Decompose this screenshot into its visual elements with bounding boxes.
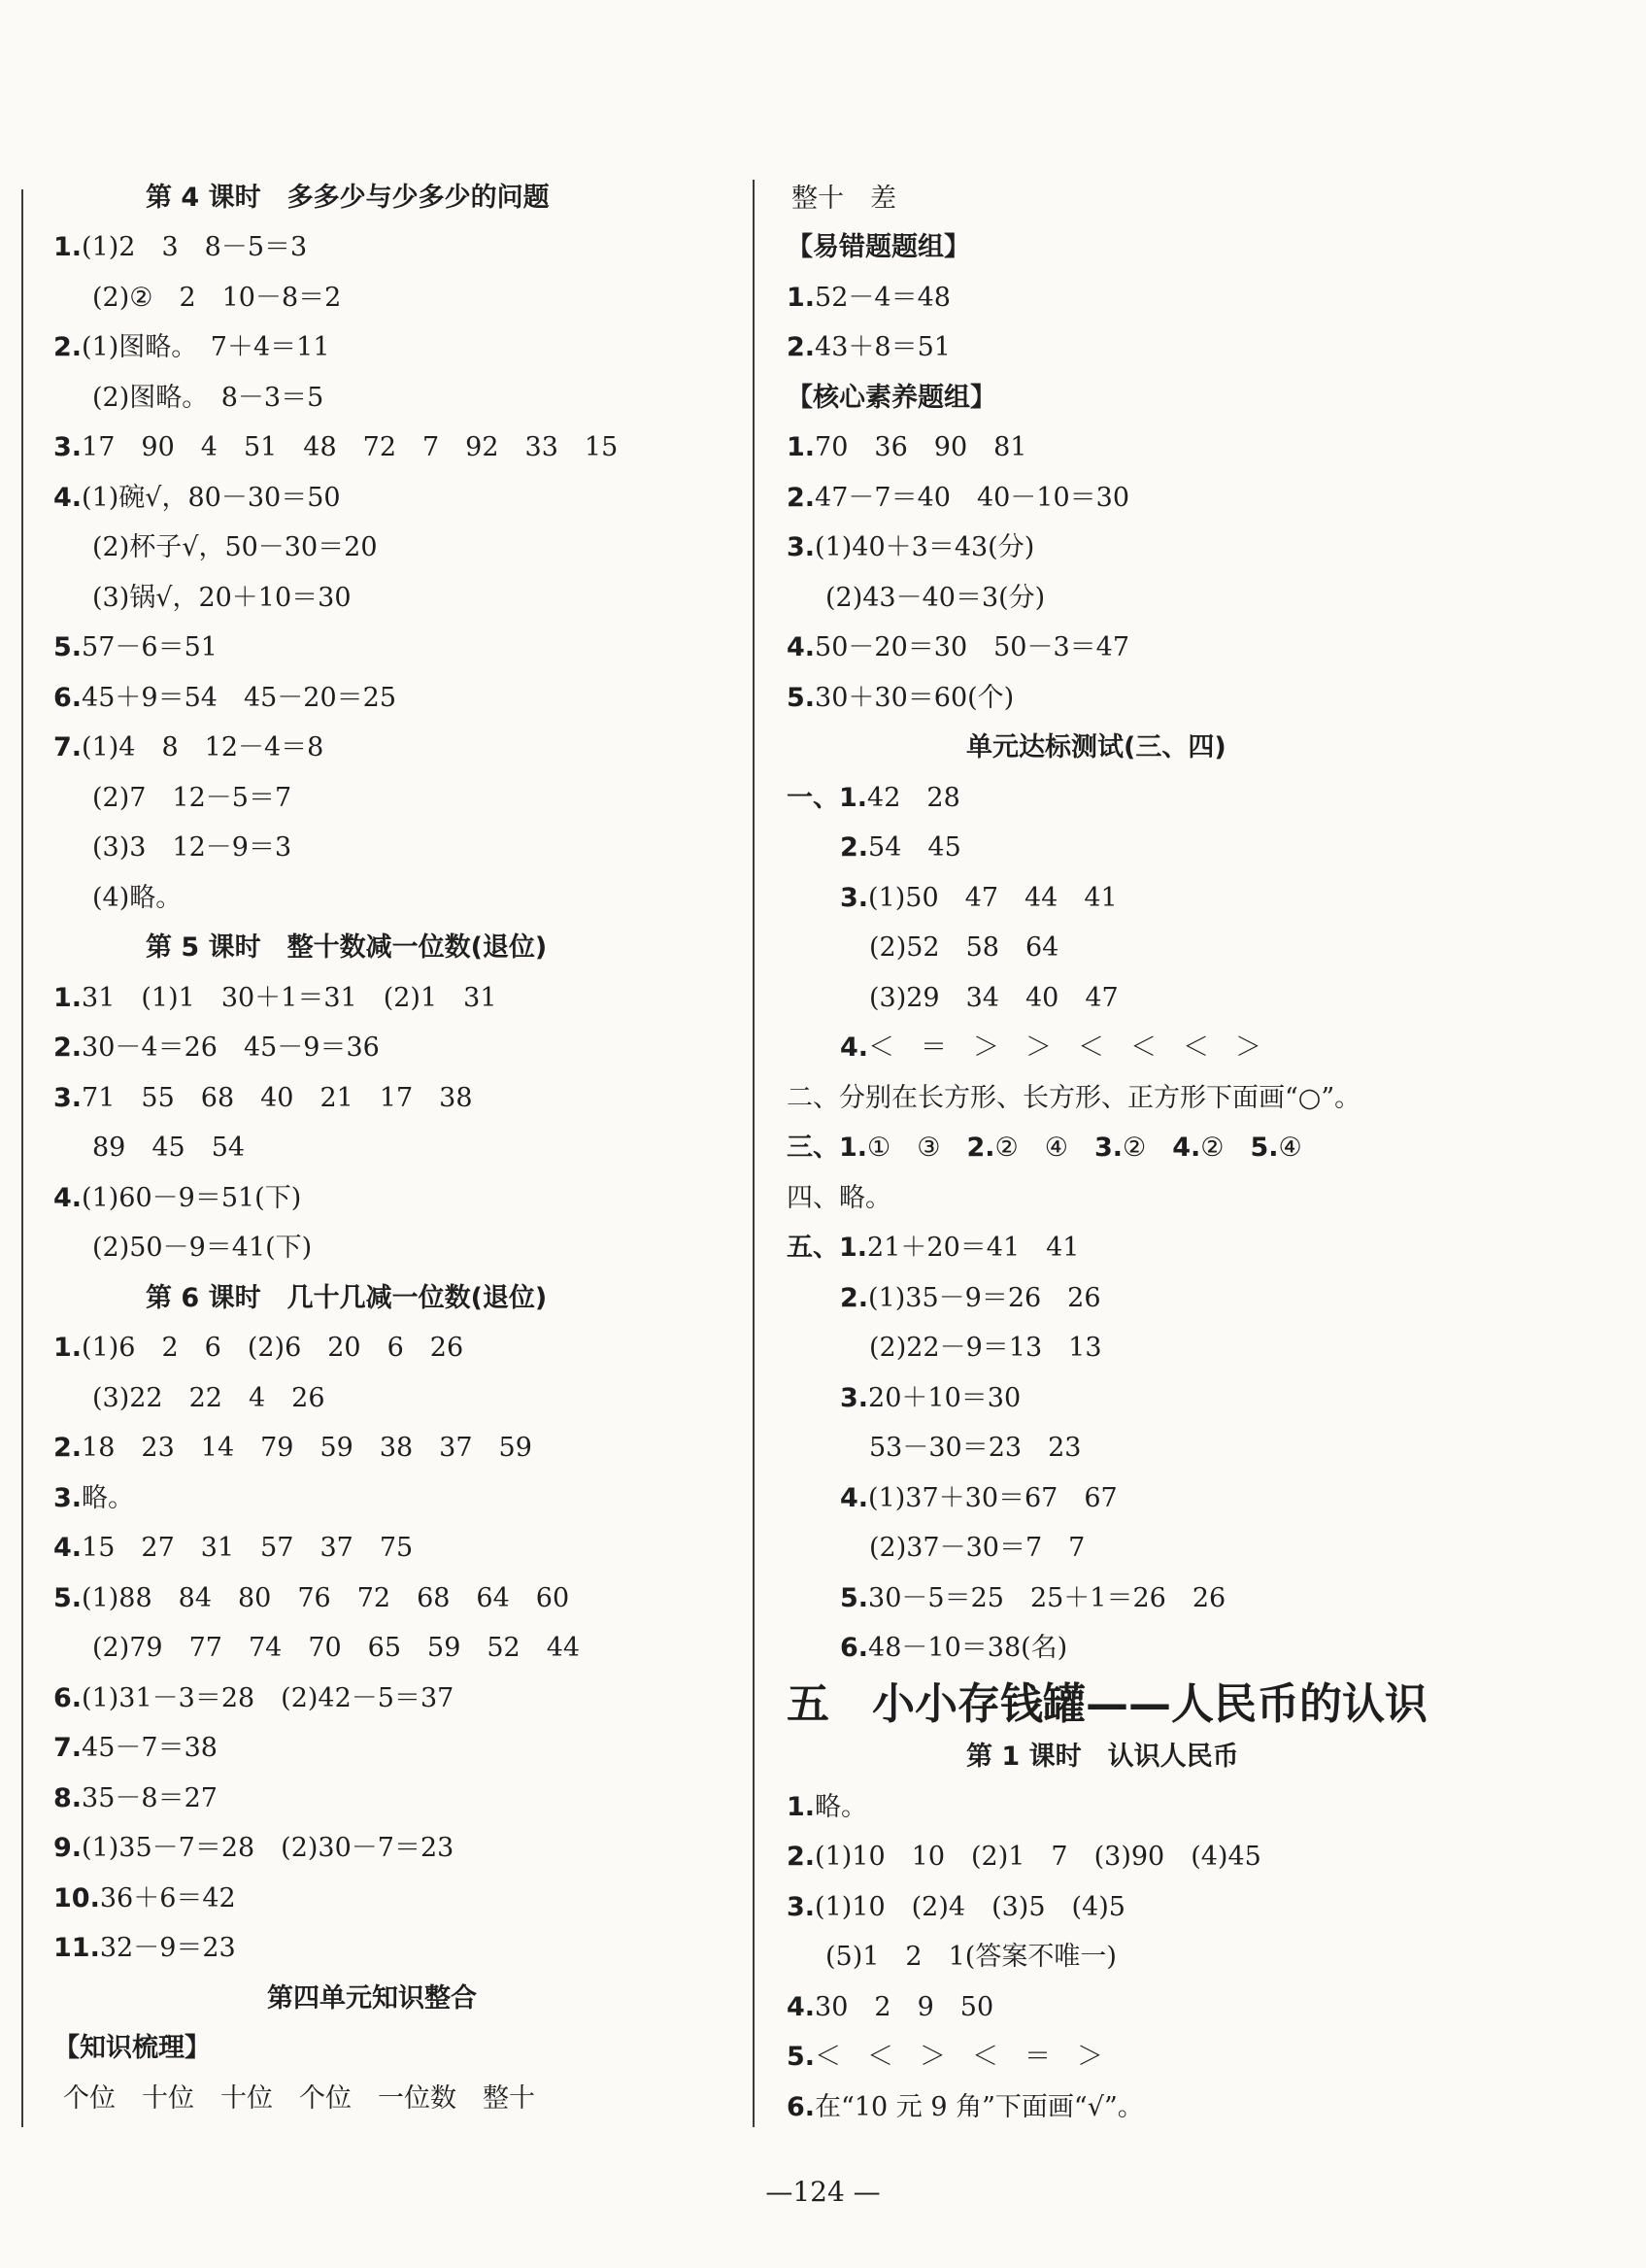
answer-line: 2.30－4＝26 45－9＝36 [53, 1032, 380, 1063]
answer-line: (2)7 12－5＝7 [92, 783, 292, 813]
answer-line: 1.(1)6 2 6 (2)6 20 6 26 [53, 1333, 464, 1363]
answer-line: 6.45＋9＝54 45－20＝25 [53, 683, 397, 713]
right-column [787, 175, 1593, 2137]
answer-line: 3.20＋10＝30 [840, 1383, 1022, 1413]
answer-line: 9.(1)35－7＝28 (2)30－7＝23 [53, 1833, 454, 1863]
answer-line: 5.57－6＝51 [53, 632, 218, 662]
answer-line: (2)43－40＝3(分) [825, 583, 1046, 613]
answer-line: (2)杯子√，50－30＝20 [92, 532, 378, 562]
answer-line: 2.(1)图略。 7＋4＝11 [53, 332, 330, 362]
answer-line: 7.(1)4 8 12－4＝8 [53, 732, 324, 762]
answer-line: (2)22－9＝13 13 [869, 1333, 1102, 1363]
answer-line: (3)22 22 4 26 [92, 1383, 325, 1413]
answer-line: 6.48－10＝38(名) [840, 1633, 1068, 1663]
answer-line: 11.32－9＝23 [53, 1933, 236, 1963]
answer-line: 整十 差 [791, 184, 896, 214]
lesson-5-heading: 第 5 课时 整十数减一位数(退位) [146, 932, 548, 963]
lesson-4-heading: 第 4 课时 多多少与少多少的问题 [146, 183, 550, 213]
answer-line: 1.52－4＝48 [787, 283, 951, 313]
answer-line: (2)37－30＝7 7 [869, 1533, 1086, 1563]
answer-line: 3.(1)50 47 44 41 [840, 883, 1118, 913]
answer-line: 5.＜ ＜ ＞ ＜ ＝ ＞ [787, 2042, 1104, 2072]
answer-line: 1.31 (1)1 30＋1＝31 (2)1 31 [53, 983, 497, 1013]
error-prone-group-label: 【易错题题组】 [787, 232, 970, 262]
answer-line: (2)② 2 10－8＝2 [92, 283, 342, 313]
answer-line: 8.35－8＝27 [53, 1783, 218, 1813]
answer-line: 3.(1)10 (2)4 (3)5 (4)5 [787, 1892, 1125, 1922]
answer-line: 5.30＋30＝60(个) [787, 683, 1015, 713]
left-column [53, 175, 733, 2137]
answer-line: 2.54 45 [840, 832, 961, 863]
unit-test-heading: 单元达标测试(三、四) [966, 732, 1226, 762]
answer-line: (3)29 34 40 47 [869, 983, 1119, 1013]
answer-line: 89 45 54 [92, 1133, 246, 1163]
unit-4-summary-heading: 第四单元知识整合 [267, 1983, 477, 2014]
lesson-1-heading: 第 1 课时 认识人民币 [966, 1742, 1239, 1772]
answer-line: 3.17 90 4 51 48 72 7 92 33 15 [53, 432, 619, 462]
answer-line: 2.47－7＝40 40－10＝30 [787, 483, 1130, 513]
answer-line: 4.＜ ＝ ＞ ＞ ＜ ＜ ＜ ＞ [840, 1032, 1262, 1063]
answer-line: 1.70 36 90 81 [787, 432, 1027, 462]
answer-line: (4)略。 [92, 883, 183, 913]
answer-line: 1.略。 [787, 1792, 868, 1822]
answer-line: 53－30＝23 23 [869, 1433, 1082, 1463]
answer-line: 五、1.21＋20＝41 41 [787, 1233, 1080, 1263]
core-literacy-group-label: 【核心素养题组】 [787, 383, 996, 413]
answer-line: 4.(1)碗√，80－30＝50 [53, 483, 341, 513]
answer-line: (3)锅√，20＋10＝30 [92, 583, 352, 613]
page-number: —124 — [765, 2176, 881, 2208]
answer-line: 个位 十位 十位 个位 一位数 整十 [63, 2083, 535, 2114]
answer-line: 10.36＋6＝42 [53, 1883, 236, 1913]
answer-line: 二、分别在长方形、长方形、正方形下面画“○”。 [787, 1083, 1361, 1113]
answer-line: 4.30 2 9 50 [787, 1992, 994, 2022]
answer-line: 6.在“10 元 9 角”下面画“√”。 [787, 2092, 1144, 2122]
answer-line: (5)1 2 1(答案不唯一) [825, 1942, 1117, 1972]
answer-line: 2.43＋8＝51 [787, 332, 951, 362]
answer-line: (2)52 58 64 [869, 932, 1059, 963]
answer-line: (3)3 12－9＝3 [92, 832, 292, 863]
unit-5-title: 五 小小存钱罐——人民币的认识 [787, 1679, 1428, 1729]
answer-line: 1.(1)2 3 8－5＝3 [53, 232, 308, 262]
answer-line: (2)79 77 74 70 65 59 52 44 [92, 1633, 581, 1663]
answer-line: (2)50－9＝41(下) [92, 1233, 313, 1263]
answer-line: 4.50－20＝30 50－3＝47 [787, 632, 1130, 662]
answer-line: 3.71 55 68 40 21 17 38 [53, 1083, 473, 1113]
column-divider-rule [753, 180, 755, 2127]
answer-line: 5.(1)88 84 80 76 72 68 64 60 [53, 1583, 570, 1613]
answer-line: 4.(1)37＋30＝67 67 [840, 1483, 1118, 1513]
answer-line: 3.略。 [53, 1483, 135, 1513]
knowledge-review-label: 【知识梳理】 [53, 2033, 211, 2063]
answer-line: 4.15 27 31 57 37 75 [53, 1533, 414, 1563]
answer-line: 5.30－5＝25 25＋1＝26 26 [840, 1583, 1226, 1613]
answer-line: 6.(1)31－3＝28 (2)42－5＝37 [53, 1683, 454, 1713]
answer-line: 2.18 23 14 79 59 38 37 59 [53, 1433, 532, 1463]
lesson-6-heading: 第 6 课时 几十几减一位数(退位) [146, 1283, 548, 1313]
answer-line: 2.(1)35－9＝26 26 [840, 1283, 1101, 1313]
answer-line: (2)图略。 8－3＝5 [92, 383, 324, 413]
answer-line: 三、1.① ③ 2.② ④ 3.② 4.② 5.④ [787, 1133, 1302, 1163]
left-margin-rule [21, 189, 23, 2127]
answer-line: 3.(1)40＋3＝43(分) [787, 532, 1035, 562]
answer-line: 2.(1)10 10 (2)1 7 (3)90 (4)45 [787, 1842, 1261, 1872]
answer-line: 一、1.42 28 [787, 783, 960, 813]
answer-line: 四、略。 [787, 1183, 891, 1213]
answer-line: 7.45－7＝38 [53, 1733, 218, 1763]
answer-line: 4.(1)60－9＝51(下) [53, 1183, 302, 1213]
